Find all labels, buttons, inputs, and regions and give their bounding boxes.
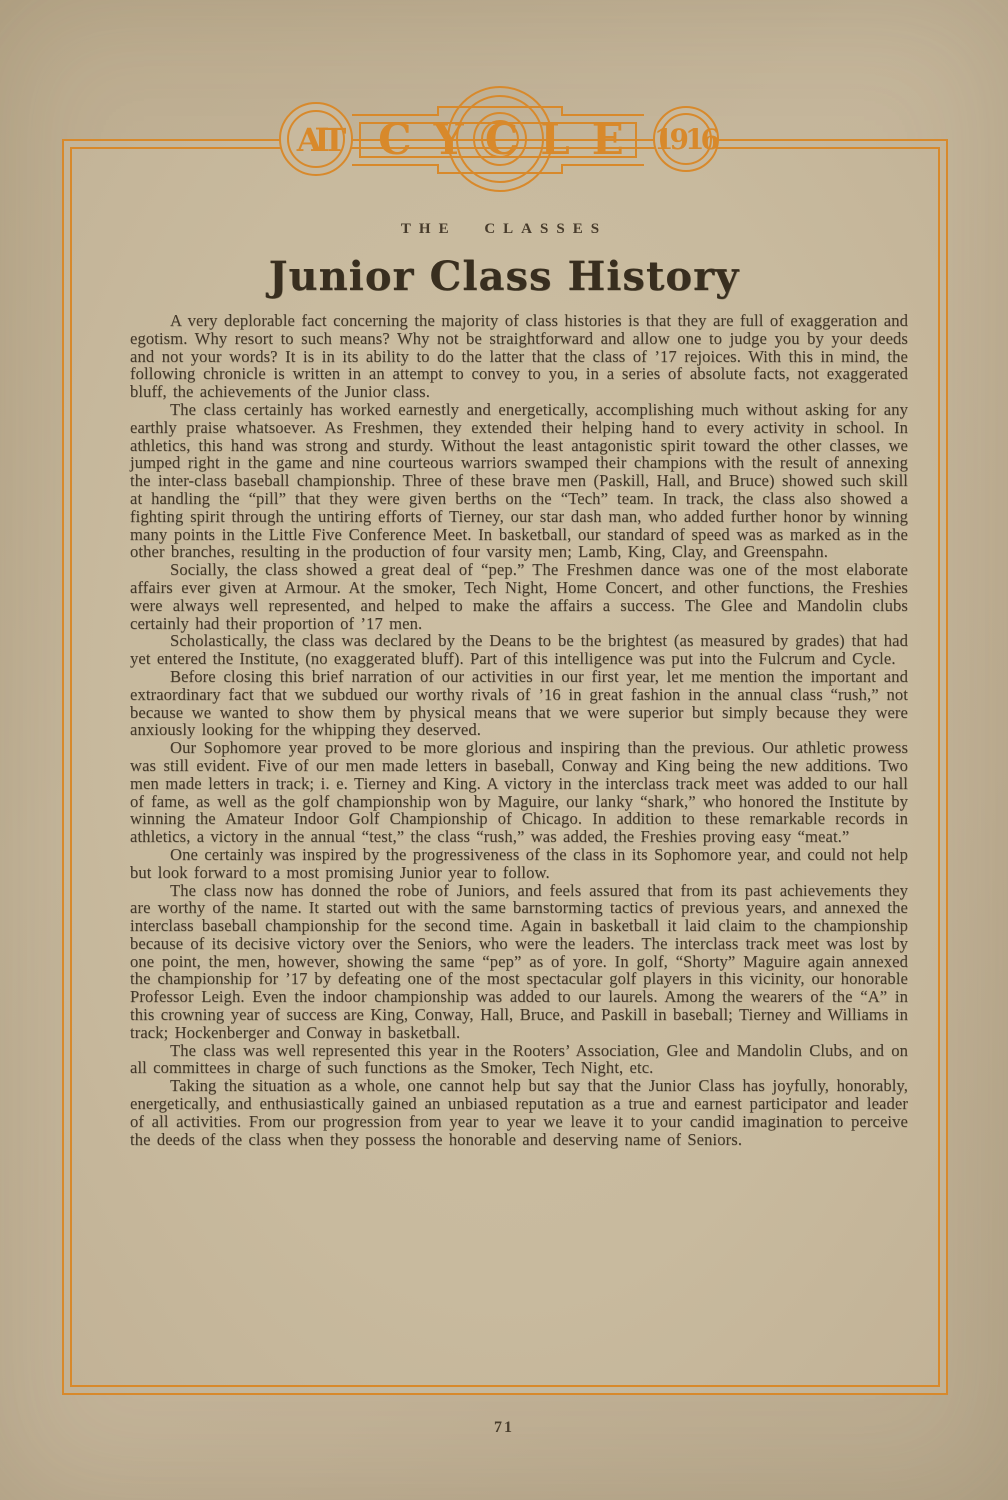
paragraph: Socially, the class showed a great deal of “pep.” The Freshmen dance was one of the most elaborate affairs ever given at Armour. At the smoker, Tech Night, Home Concert, and other functions, the Freshies were always well represented, and helped to make the affairs a success. The Glee and Mandolin clubs certainly had their proportion of ’17 men. <box>130 560 908 633</box>
ornament-monogram: AIT <box>296 121 340 159</box>
ornament-year: 1916 <box>654 123 716 156</box>
section-heading: THE CLASSES <box>400 221 608 237</box>
ornament-title: CYCLE <box>378 115 646 164</box>
page-number: 71 <box>494 1419 514 1436</box>
paragraph: The class certainly has worked earnestly and energetically, accomplishing much without asking for any earthly praise whatsoever. As Freshmen, they extended their helping hand to every activity in school. In athletics, this hand was strong and sturdy. Without the least antagonistic spirit toward the other classes, we jumped right in the game and nine courteous warriors swamped their champions with the result of annexing the inter-class baseball championship. Three of these brave men (Paskill, Hall, and Bruce) showed such skill at handling the “pill” that they were given berths on the “Tech” team. In track, the class also showed a fighting spirit through the untiring efforts of Tierney, our star dash man, who added further honor by winning many points in the Little Five Conference Meet. In basketball, our standard of speed was as marked as in the other branches, resulting in the production of four varsity men; Lamb, King, Clay, and Greenspahn. <box>130 399 908 562</box>
paragraph: Taking the situation as a whole, one cannot help but say that the Junior Class has joyfully, honorably, energetically, and enthusiastically gained an unbiased reputation as a true and earnest participator and leader of all activities. From our progression from year to year we leave it to your candid imagination to perceive the deeds of the class when they possess the honorable and deserving name of Seniors. <box>130 1076 908 1149</box>
paragraph: One certainly was inspired by the progressiveness of the class in its Sophomore year, and could not help but look forward to a most promising Junior year to follow. <box>130 844 908 882</box>
article-body <box>130 312 908 1148</box>
paragraph: The class now has donned the robe of Juniors, and feels assured that from its past achievements they are worthy of the name. It started out with the same barnstorming tactics of previous years, and annexed the interclass baseball championship for the second time. Again in basketball it laid claim to the championship because of its decisive victory over the Seniors, who were the leaders. The interclass track meet was lost by one point, the men, however, showing the same “pep” as of yore. In golf, “Shorty” Maguire again annexed the championship for ’17 by defeating one of the most spectacular golf players in this vicinity, our honorable Professor Leigh. Even the indoor championship was added to our laurels. Among the wearers of the “A” in this crowning year of success are King, Conway, Hall, Bruce, and Paskill in baseball; Tierney and Williams in track; Hockenberger and Conway in basketball. <box>130 880 908 1042</box>
paragraph: A very deplorable fact concerning the majority of class histories is that they are full of exaggeration and egotism. Why resort to such means? Why not be straightforward and allow one to judge you by your deeds and not your words? It is in its ability to do the latter that the class of ’17 rejoices. With this in mind, the following chronicle is written in an attempt to convey to you, in a series of absolute facts, not exaggerated bluff, the achievements of the Junior class. <box>130 311 908 402</box>
header-ornament <box>268 85 738 203</box>
paragraph: Our Sophomore year proved to be more glorious and inspiring than the previous. Our athletic prowess was still evident. Five of our men made letters in baseball, Conway and King being the new additions. Two men made letters in track; i. e. Tierney and King. A victory in the interclass track meet was added to our hall of fame, as well as the golf championship won by Maguire, our lanky “shark,” who honored the Institute by winning the Amateur Indoor Golf Championship of Chicago. In addition to these remarkable records in athletics, a victory in the annual “test,” the class “rush,” was added, the Freshies proving easy “meat.” <box>130 738 908 847</box>
page-title: Junior Class History <box>268 253 740 300</box>
paragraph: Before closing this brief narration of our activities in our first year, let me mention the important and extraordinary fact that we subdued our worthy rivals of ’16 in great fashion in the annual class “rush,” not because we wanted to show them by physical means that we were superior but simply because they were anxiously looking for the whipping they deserved. <box>130 666 908 740</box>
paragraph: Scholastically, the class was declared by the Deans to be the brightest (as measured by grades) that had yet entered the Institute, (no exaggerated bluff). Part of this intelligence was put into the Fulcrum and Cycle. <box>130 631 908 669</box>
paragraph: The class was well represented this year in the Rooters’ Association, Glee and Mandolin Clubs, and on all committees in charge of such functions as the Smoker, Tech Night, etc. <box>130 1040 908 1078</box>
